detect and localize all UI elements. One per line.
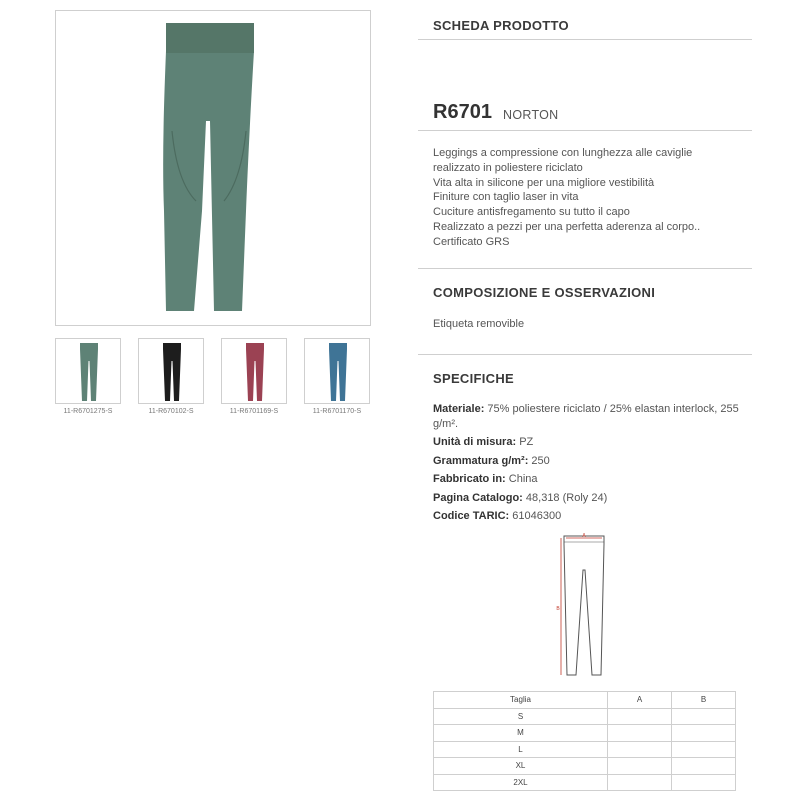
table-row [434,708,736,725]
product-code: R6701 [433,101,492,123]
size-cell [608,708,672,725]
size-cell [672,741,736,758]
table-row [434,758,736,775]
size-cell: M [434,725,608,742]
description-line: Realizzato a pezzi per una perfetta aderenza al corpo.. [433,220,701,233]
divider [418,354,752,355]
thumbnail-red[interactable] [221,338,287,404]
thumbnail-green[interactable] [55,338,121,404]
divider [418,130,752,131]
divider [418,268,752,269]
description-line: realizzato in poliestere riciclato [433,161,583,174]
spec-row-catalog-page [433,491,753,506]
waistband [166,23,254,53]
measure-b-label: B [556,606,560,612]
description-line: Cuciture antisfregamento su tutto il capo [433,206,630,219]
thumbnail-code: 11-R6701275-S [63,408,113,415]
size-cell: S [434,708,608,725]
description-line: Certificato GRS [433,235,510,248]
thumb-blue-leggings-icon [305,339,371,405]
size-cell [608,758,672,775]
size-cell [672,708,736,725]
spec-value: China [508,473,538,485]
spec-value: 75% poliestere riciclato / 25% elastan interlock, 255 g/m². [433,403,739,430]
description-line: Vita alta in silicone per una migliore vestibilità [433,176,655,189]
table-row [434,725,736,742]
spec-row-material [433,402,753,431]
measure-a-label: A [582,533,586,539]
size-cell [672,774,736,791]
description-line: Finiture con taglio laser in vita [433,191,579,204]
size-cell [672,758,736,775]
spec-label: Pagina Catalogo: [433,491,523,504]
description-line: Leggings a compressione con lunghezza alle caviglie [433,147,693,159]
leggings-image [56,11,372,327]
spec-label: Unità di misura: [433,436,517,448]
spec-label: Grammatura g/m²: [433,454,529,467]
thumbnail-blue[interactable] [304,338,370,404]
table-row [434,774,736,791]
size-cell [608,774,672,791]
spec-label: Codice TARIC: [433,510,510,522]
size-cell [608,741,672,758]
size-table-header [434,692,736,709]
size-header: B [672,692,736,709]
product-sheet-title: SCHEDA PRODOTTO [433,18,569,33]
size-table [433,691,736,791]
spec-label: Materiale: [433,403,485,415]
spec-value: 48,318 (Roly 24) [525,491,608,504]
spec-value: PZ [519,436,534,448]
table-row [434,741,736,758]
main-product-image[interactable] [55,10,371,326]
thumbnail-black[interactable] [138,338,204,404]
size-cell [672,725,736,742]
spec-value: 250 [531,454,550,467]
size-header: A [608,692,672,709]
composition-text: Etiqueta removible [433,318,525,330]
size-cell [608,725,672,742]
size-diagram [540,530,620,680]
thumbnail-code: 11-R6701169-S [229,408,279,415]
thumb-green-leggings-icon [56,339,122,405]
size-cell: 2XL [434,774,608,791]
leggings-outline-icon [564,536,604,675]
specs-title: SPECIFICHE [433,371,515,386]
thumbnail-code: 11-R670102-S [148,408,194,415]
size-header: Taglia [434,692,608,709]
size-cell: L [434,741,608,758]
product-name: NORTON [503,108,559,122]
composition-title: COMPOSIZIONE E OSSERVAZIONI [433,285,656,300]
thumb-black-leggings-icon [139,339,205,405]
spec-value: 61046300 [512,510,562,522]
specs-list [433,402,753,528]
spec-row-taric [433,509,753,524]
size-cell: XL [434,758,608,775]
thumb-red-leggings-icon [222,339,288,405]
spec-row-unit [433,435,753,450]
spec-row-origin [433,472,753,487]
spec-row-weight [433,454,753,469]
product-description [433,146,753,250]
divider [418,39,752,40]
thumbnail-code: 11-R6701170-S [312,408,362,415]
spec-label: Fabbricato in: [433,473,506,485]
